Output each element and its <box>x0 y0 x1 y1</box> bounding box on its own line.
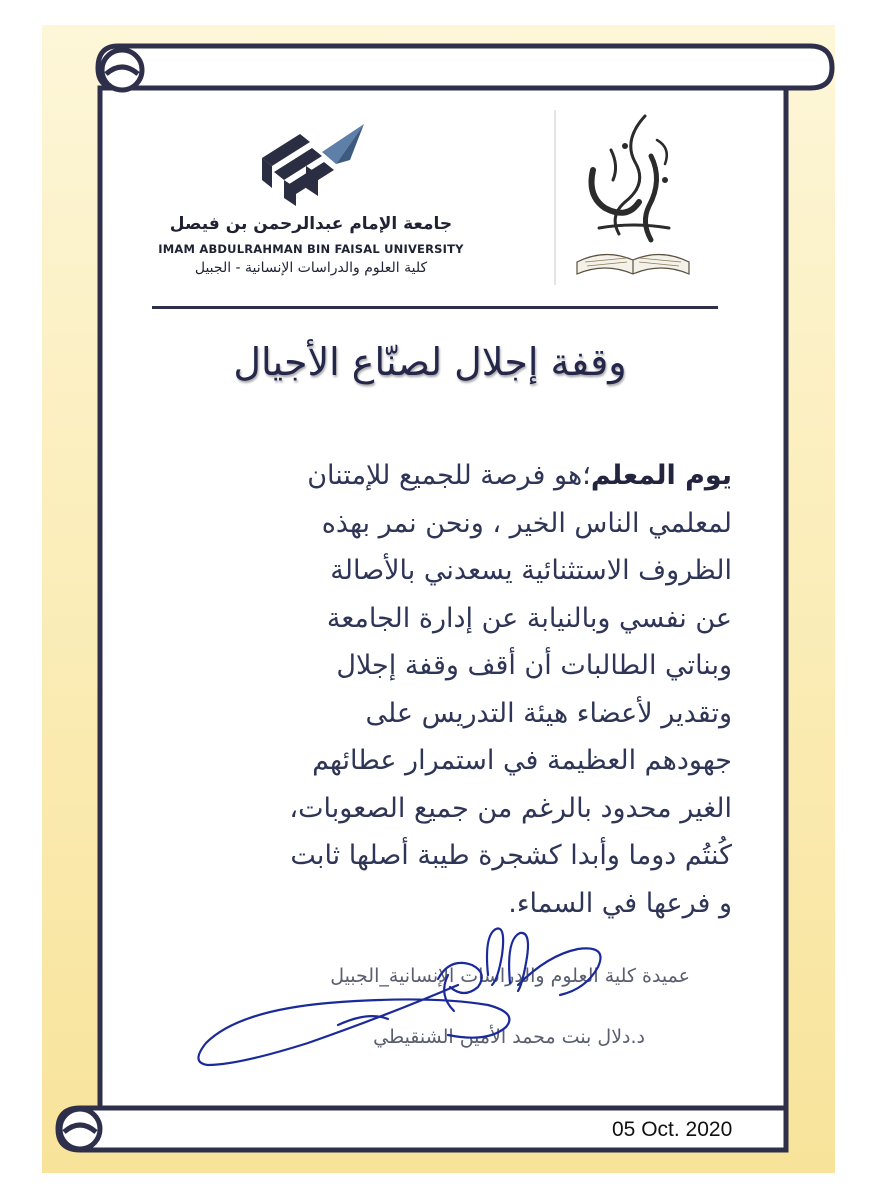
message-line <box>130 452 732 500</box>
university-logo-icon <box>252 118 372 208</box>
message-line: جهودهم العظيمة في استمرار عطائهم <box>312 745 732 776</box>
message-line: و فرعها في السماء. <box>508 887 732 919</box>
university-name-arabic: جامعة الإمام عبدالرحمن بن فيصل <box>169 214 453 234</box>
message-body <box>130 452 732 927</box>
message-line: لمعلمي الناس الخير ، ونحن نمر بهذه <box>321 507 732 539</box>
message-line: عن نفسي وبالنيابة عن إدارة الجامعة <box>326 602 732 634</box>
message-line: كُنتُم دوما وأبدا كشجرة طيبة أصلها ثابت <box>290 840 732 871</box>
header-divider <box>152 306 718 309</box>
scroll-top-roll <box>98 46 832 88</box>
message-line: الغير محدود بالرغم من جميع الصعوبات، <box>289 792 732 824</box>
message-line: الظروف الاستثنائية يسعدني بالأصالة <box>330 555 732 586</box>
message-lead: يوم المعلم <box>590 460 732 491</box>
university-logo-block <box>152 118 472 288</box>
signatory-name: د.دلال بنت محمد الأمين الشنقيطي <box>373 1026 645 1048</box>
university-name-english: IMAM ABDULRAHMAN BIN FAISAL UNIVERSITY <box>158 242 464 256</box>
message-line: وبناتي الطالبات أن أقف وقفة إجلال <box>336 650 732 681</box>
message-line: وتقدير لأعضاء هيئة التدريس على <box>365 697 732 729</box>
date: 05 Oct. 2020 <box>612 1118 733 1141</box>
teachers-day-calligraphy-icon <box>553 110 713 285</box>
headline: وقفة إجلال لصنّاع الأجيال <box>233 340 627 384</box>
signatory-title: عميدة كلية العلوم والدراسات الإنسانية_الجبيل <box>330 965 690 987</box>
college-name-arabic: كلية العلوم والدراسات الإنسانية - الجبيل <box>194 260 428 276</box>
message-line-text: ؛هو فرصة للجميع للإمتنان <box>307 460 591 491</box>
